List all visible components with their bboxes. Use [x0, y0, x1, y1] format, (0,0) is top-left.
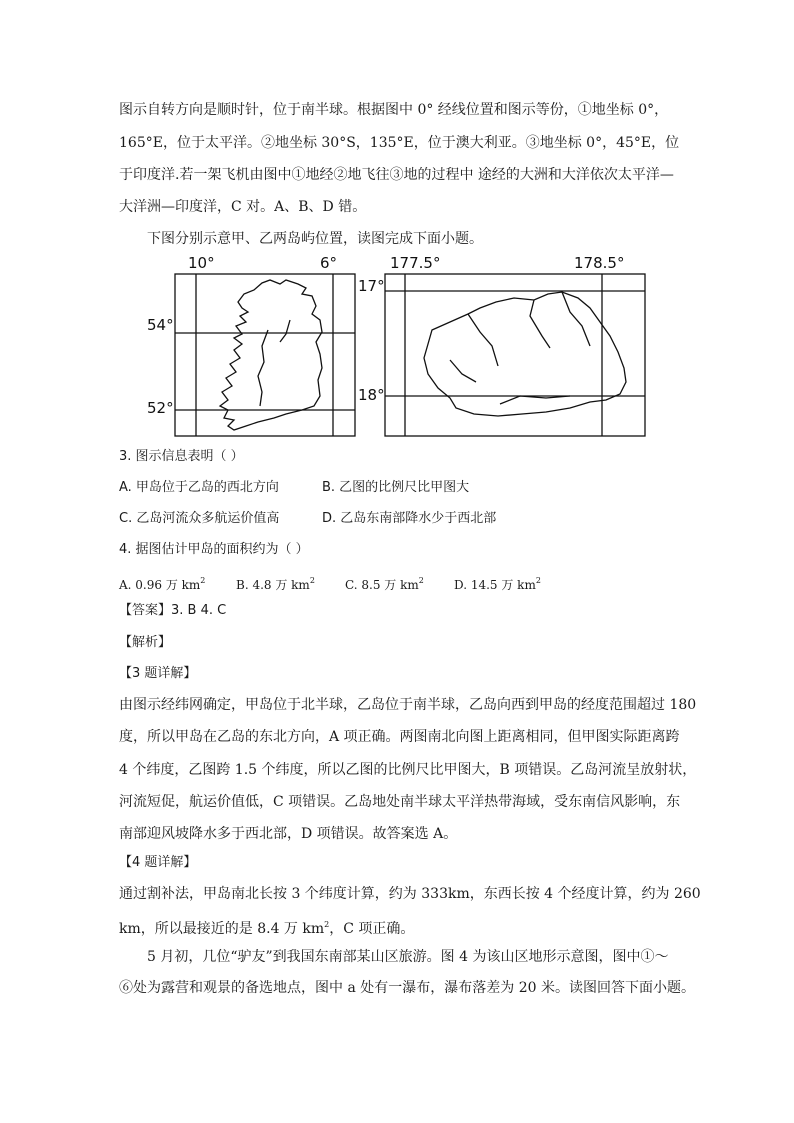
para-line-3: 于印度洋.若一架飞机由图中①地经②地飞往③地的过程中 途经的大洲和大洋依次太平洋—	[119, 167, 674, 183]
label-lat-54: 54°	[147, 316, 174, 334]
detail-4-line-2: km，所以最接近的是 8.4 万 $km^2$，C 项正确。	[119, 920, 415, 937]
map-yi-river-5	[450, 360, 476, 382]
map-yi-island	[424, 292, 626, 416]
map-yi-river-1	[468, 314, 498, 366]
map-yi	[385, 274, 645, 436]
label-lat-17: 17°	[358, 277, 385, 295]
map-jia	[175, 274, 355, 436]
label-lat-52: 52°	[147, 399, 174, 417]
detail-3-line-2: 度，所以甲岛在乙岛的东北方向，A 项正确。两图南北向图上距离相同，但甲图实际距离跨	[119, 729, 680, 745]
answer-line: 【答案】3. B 4. C	[119, 603, 227, 618]
map-jia-island	[220, 280, 322, 430]
para-line-1: 图示自转方向是顺时针，位于南半球。根据图中 0° 经线位置和图示等份，①地坐标 0°，	[119, 102, 669, 118]
q4-option-a: A. 0.96 万 $km^2$	[119, 576, 206, 592]
detail-4-heading: 【4 题详解】	[119, 855, 197, 870]
label-lon-177-5: 177.5°	[390, 254, 441, 272]
para-line-2: 165°E，位于太平洋。②地坐标 30°S，135°E，位于澳大利亚。③地坐标 0°，45°E，位	[119, 135, 680, 151]
label-lat-18: 18°	[358, 386, 385, 404]
para-line-4: 大洋洲—印度洋，C 对。A、B、D 错。	[119, 199, 367, 215]
island-maps-svg	[150, 250, 650, 440]
island-maps-figure	[147, 250, 650, 440]
map-yi-river-4	[500, 396, 570, 404]
passage-5-line-2: ⑥处为露营和观景的备选地点，图中 a 处有一瀑布，瀑布落差为 20 米。读图回答下面小题。	[119, 980, 695, 996]
label-lon-178-5: 178.5°	[574, 254, 625, 272]
detail-3-line-4: 河流短促，航运价值低，C 项错误。乙岛地处南半球太平洋热带海域，受东南信风影响，东	[119, 794, 681, 810]
map-jia-river-1	[258, 330, 268, 406]
detail-4-line-1: 通过割补法，甲岛南北长按 3 个纬度计算，约为 333km，东西长按 4 个经度计算，约为 260	[119, 886, 701, 902]
label-lon-10: 10°	[188, 254, 215, 272]
map-jia-river-2	[280, 320, 290, 342]
q3-option-b: B. 乙图的比例尺比甲图大	[322, 480, 470, 495]
detail-3-line-5: 南部迎风坡降水多于西北部，D 项错误。故答案选 A。	[119, 826, 458, 842]
q3-option-a: A. 甲岛位于乙岛的西北方向	[119, 480, 279, 495]
analysis-heading: 【解析】	[119, 635, 172, 650]
q4-option-b: B. 4.8 万 $km^2$	[236, 576, 315, 592]
passage-5-line-1: 5 月初，几位“驴友”到我国东南部某山区旅游。图 4 为该山区地形示意图，图中①～	[147, 949, 669, 965]
question-4: 4. 据图估计甲岛的面积约为（ ）	[119, 542, 309, 557]
map-yi-river-3	[562, 292, 590, 346]
intro-text: 下图分别示意甲、乙两岛屿位置，读图完成下面小题。	[147, 231, 483, 247]
detail-3-heading: 【3 题详解】	[119, 666, 197, 681]
q4-option-c: C. 8.5 万 $km^2$	[345, 576, 424, 592]
question-3: 3. 图示信息表明（ ）	[119, 449, 244, 464]
map-yi-river-2	[530, 300, 550, 348]
q3-option-d: D. 乙岛东南部降水少于西北部	[322, 511, 497, 526]
label-lon-6: 6°	[320, 254, 338, 272]
detail-3-line-3: 4 个纬度，乙图跨 1.5 个纬度，所以乙图的比例尺比甲图大，B 项错误。乙岛河流呈放射状，	[119, 762, 697, 778]
detail-3-line-1: 由图示经纬网确定，甲岛位于北半球，乙岛位于南半球，乙岛向西到甲岛的经度范围超过 180	[119, 697, 697, 713]
q3-option-c: C. 乙岛河流众多航运价值高	[119, 511, 280, 526]
q4-option-d: D. 14.5 万 $km^2$	[454, 576, 541, 592]
map-jia-frame	[175, 274, 355, 436]
